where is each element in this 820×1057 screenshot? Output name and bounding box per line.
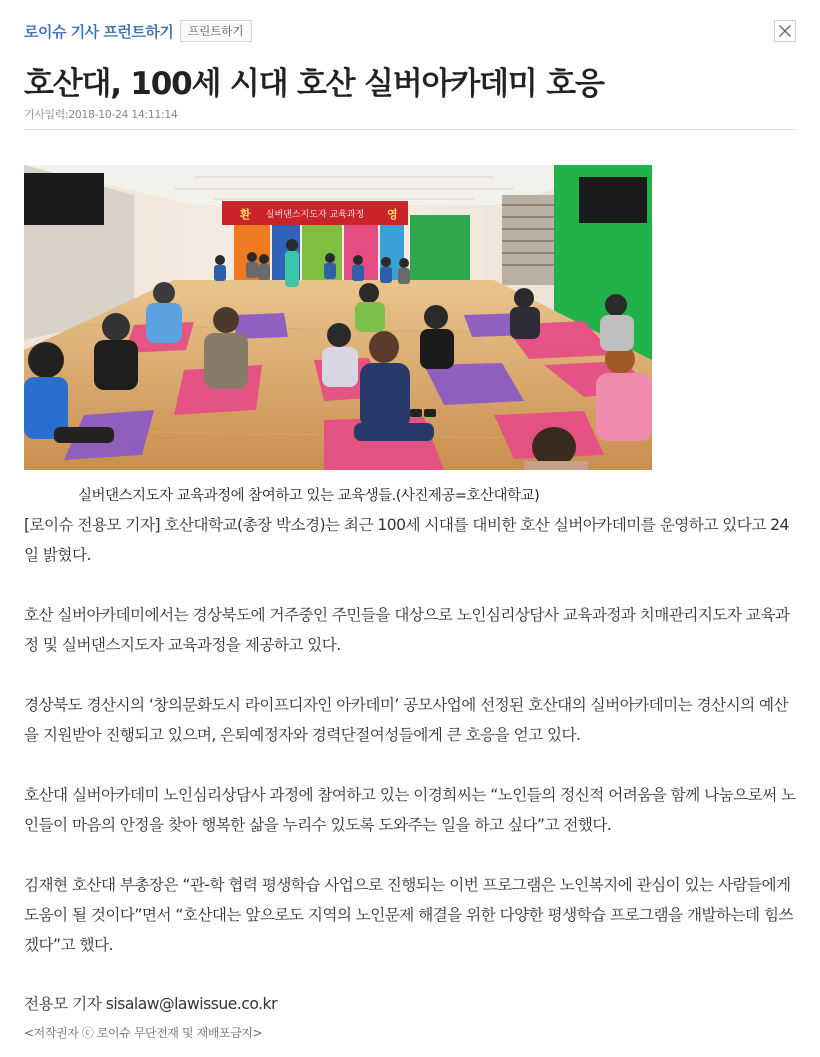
- article-body: [24, 510, 799, 990]
- copyright-notice: <저작권자 ⓒ 로이슈 무단전재 및 재배포금지>: [24, 1026, 263, 1040]
- banner-left-text: 환: [240, 208, 251, 221]
- close-button[interactable]: [774, 20, 796, 42]
- header-divider: [24, 129, 795, 130]
- article-timestamp: 기사입력:2018-10-24 14:11:14: [24, 108, 178, 121]
- article-photo: [24, 165, 652, 470]
- close-icon: [778, 24, 792, 38]
- article-paragraph: 호산대 실버아카데미 노인심리상담사 과정에 참여하고 있는 이경희씨는 “노인들의 정신적 어려움을 함께 나눔으로써 노인들이 마음의 안정을 찾아 행복한 삶을 누리수 있도록 도와주는 일을 하고 싶다”고 전했다.: [24, 786, 796, 834]
- banner-right-text: 영: [387, 208, 398, 221]
- site-title: 로이슈 기사 프런트하기: [24, 23, 174, 41]
- print-header: [24, 18, 796, 44]
- article-paragraph: 경상북도 경산시의 ‘창의문화도시 라이프디자인 아카데미’ 공모사업에 선정된 호산대의 실버아카데미는 경산시의 예산을 지원받아 진행되고 있으며, 은퇴예정자와 경력단절여성들에게 큰 호응을 얻고 있다.: [24, 696, 789, 744]
- article-paragraph: 호산 실버아카데미에서는 경상북도에 거주중인 주민들을 대상으로 노인심리상담사 교육과정과 치매관리지도자 교육과정 및 실버댄스지도자 교육과정을 제공하고 있다.: [24, 606, 790, 654]
- banner-text: 실버댄스지도자 교육과정: [265, 210, 365, 220]
- reporter-byline: 전용모 기자 sisalaw@lawissue.co.kr: [24, 995, 277, 1013]
- photo-caption: 실버댄스지도자 교육과정에 참여하고 있는 교육생들.(사진제공=호산대학교): [78, 488, 540, 504]
- print-button[interactable]: 프린트하기: [180, 20, 252, 42]
- article-title: 호산대, 100세 시대 호산 실버아카데미 호응: [24, 66, 604, 102]
- article-paragraph: 김재현 호산대 부총장은 “관-학 협력 평생학습 사업으로 진행되는 이번 프로그램은 노인복지에 관심이 있는 사람들에게 도움이 될 것이다”면서 “호산대는 앞으로도 지역의 노인문제 해결을 위한 다양한 평생학습 프로그램을 개발하는데 힘쓰겠다”고 했다.: [24, 876, 793, 954]
- article-paragraph: [로이슈 전용모 기자] 호산대학교(총장 박소경)는 최근 100세 시대를 대비한 호산 실버아카데미를 운영하고 있다고 24일 밝혔다.: [24, 516, 789, 564]
